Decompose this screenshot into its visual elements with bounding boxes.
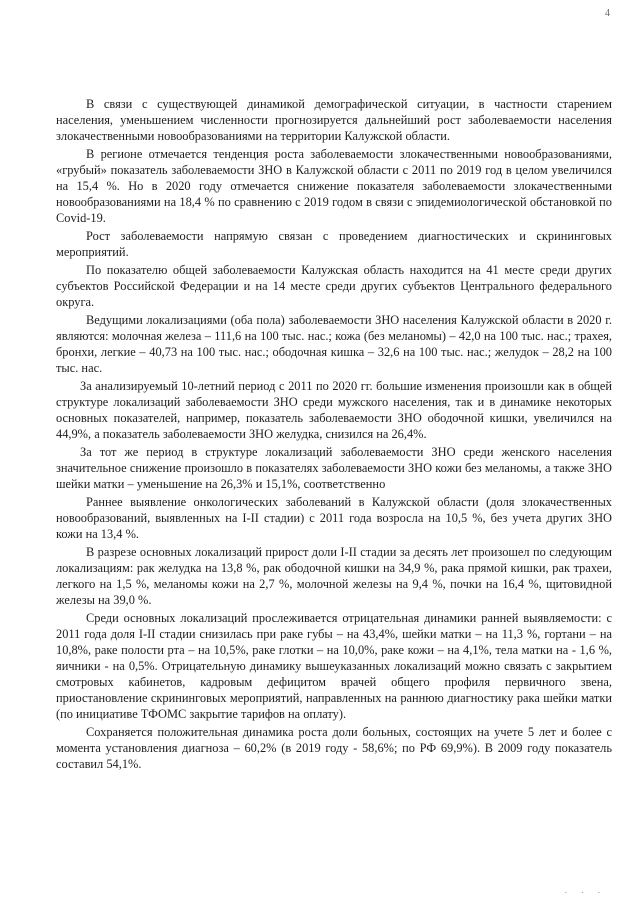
paragraph-female-structure: За тот же период в структуре локализаций заболеваемости ЗНО среди женского населения значительное снижение произошло в показателях заболеваемости ЗНО кожи без меланомы, а также ЗНО шейки матки – уменьшение на 26,3% и 15,1%, соответственно (56, 445, 612, 491)
paragraph-leading-localizations: Ведущими локализациями (оба пола) заболеваемости ЗНО населения Калужской области в 2020 г. являются: молочная железа – 111,6 на 100 тыс. нас.; кожа (без меланомы) – 42,0 на 100 тыс. нас.; трахея, бронхи, легкие – 40,73 на 100 тыс. нас.; ободочная кишка – 32,6 на 100 тыс. нас.; желудок – 28,2 на 100 тыс. нас. (56, 313, 612, 375)
paragraph-stage-growth: В разрезе основных локализаций прирост доли I-II стадии за десять лет произошел по следующим локализациям: рак желудка на 13,8 %, рак ободочной кишки на 34,9 %, рака прямой кишки, рак трахеи, легкого на 1,5 %, меланомы кожи на 2,7 %, молочной железы на 9,4 %, почки на 16,4 %, щитовидной железы на 39,0 %. (56, 545, 612, 607)
paragraph-negative-dynamics: Среди основных локализаций прослеживается отрицательная динамики ранней выявляемости: с 2011 года доля I-II стадии снизилась при раке губы – на 43,4%, шейки матки – на 11,3 %, гортани – на 10,8%, раке полости рта – на 10,5%, раке глотки – на 10,0%, раке кожи – на 4,1%, тела матки на - 1,6 %, яичники - на 0,5%. Отрицательную динамику вышеуказанных локализаций можно связать с закрытием смотровых кабинетов, кадровым дефицитом врачей общего профиля первичного звена, приостановление скрининговых мероприятий, направленных на раннюю диагностику рака шейки матки (по инициативе ТФОМС закрытие тарифов на оплату). (56, 611, 612, 721)
paragraph-male-structure: За анализируемый 10-летний период с 2011 по 2020 гг. большие изменения произошли как в общей структуре локализаций заболеваемости ЗНО среди мужского населения, так и в динамике некоторых основных показателей, например, показатель заболеваемости ЗНО ободочной кишки, увеличился на 44,9%, а показатель заболеваемости ЗНО желудка, снизился на 26,4%. (56, 379, 612, 441)
footer-marks: . . . (564, 885, 606, 895)
paragraph-early-detection: Раннее выявление онкологических заболеваний в Калужской области (доля злокачественных новообразований, выявленных на I-II стадии) с 2011 года возросла на 10,5 %, без учета других ЗНО кожи на 13,4 %. (56, 495, 612, 541)
paragraph-five-year-survival: Сохраняется положительная динамика роста доли больных, состоящих на учете 5 лет и более с момента установления диагноза – 60,2% (в 2019 году - 58,6%; по РФ 69,9%). В 2009 году показатель составил 54,1%. (56, 725, 612, 771)
paragraph-incidence-trend: В регионе отмечается тенденция роста заболеваемости злокачественными новообразованиями, «грубый» показатель заболеваемости ЗНО в Калужской области с 2011 по 2019 год в целом увеличился на 15,4 %. Но в 2020 году отмечается снижение показателя заболеваемости злокачественными новообразованиями на 18,4 % по сравнению с 2019 годом в связи с эпидемиологической обстановкой по Covid-19. (56, 147, 612, 225)
paragraph-demographics: В связи с существующей динамикой демографической ситуации, в частности старением населения, уменьшением численности прогнозируется дальнейший рост заболеваемости населения злокачественными новообразованиями на территории Калужской области. (56, 97, 612, 143)
paragraph-region-rank: По показателю общей заболеваемости Калужская область находится на 41 месте среди других субъектов Российской Федерации и на 14 месте среди других субъектов Центрального федерального округа. (56, 263, 612, 309)
paragraph-screening: Рост заболеваемости напрямую связан с проведением диагностических и скрининговых мероприятий. (56, 229, 612, 259)
document-body (56, 96, 612, 772)
page-number: 4 (605, 8, 610, 19)
